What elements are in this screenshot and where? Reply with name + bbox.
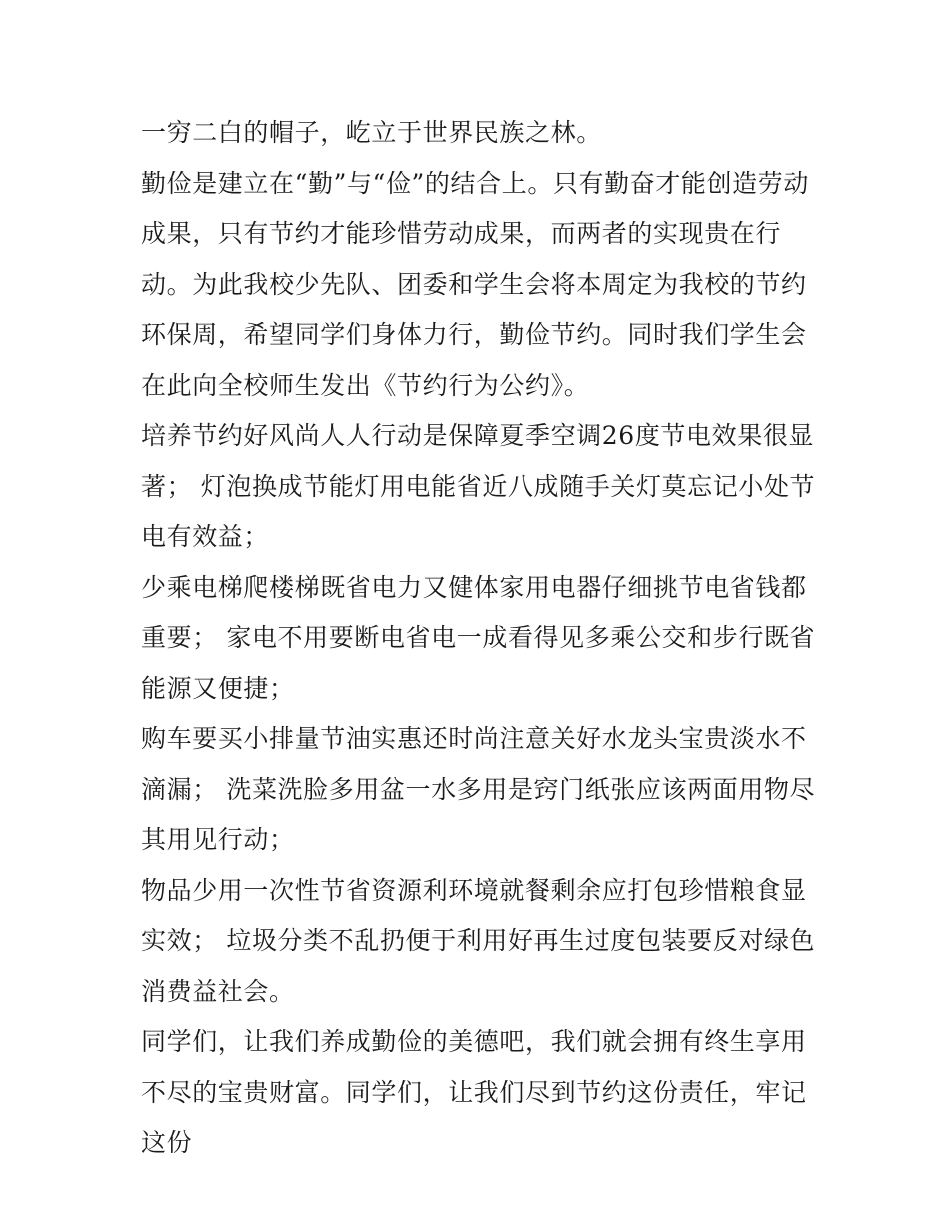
paragraph-6: 物品少用一次性节省资源利环境就餐剩余应打包珍惜粮食显实效； 垃圾分类不乱扔便于利用好再生过度包装要反对绿色消费益社会。 (141, 875, 816, 1006)
paragraph-7: 同学们，让我们养成勤俭的美德吧，我们就会拥有终生享用不尽的宝贵财富。同学们，让我们尽到节约这份责任，牢记这份 (141, 1027, 807, 1157)
paragraph-2: 勤俭是建立在“勤”与“俭”的结合上。只有勤奋才能创造劳动成果，只有节约才能珍惜劳动成果，而两者的实现贵在行动。为此我校少先队、团委和学生会将本周定为我校的节约环保周，希望同学们身体力行，勤俭节约。同时我们学生会在此向全校师生发出《节约行为公约》。 (141, 168, 809, 400)
document-body (141, 108, 821, 1169)
paragraph-5: 购车要买小排量节油实惠还时尚注意关好水龙头宝贵淡水不滴漏； 洗菜洗脸多用盆一水多用是窍门纸张应该两面用物尽其用见行动； (141, 724, 816, 854)
paragraph-3: 培养节约好风尚人人行动是保障夏季空调26度节电效果很显著； 灯泡换成节能灯用电能省近八成随手关灯莫忘记小处节电有效益； (141, 421, 816, 551)
paragraph-1: 一穷二白的帽子，屹立于世界民族之林。 (141, 118, 602, 147)
paragraph-4: 少乘电梯爬楼梯既省电力又健体家用电器仔细挑节电省钱都重要； 家电不用要断电省电一成看得见多乘公交和步行既省能源又便捷； (141, 572, 816, 703)
